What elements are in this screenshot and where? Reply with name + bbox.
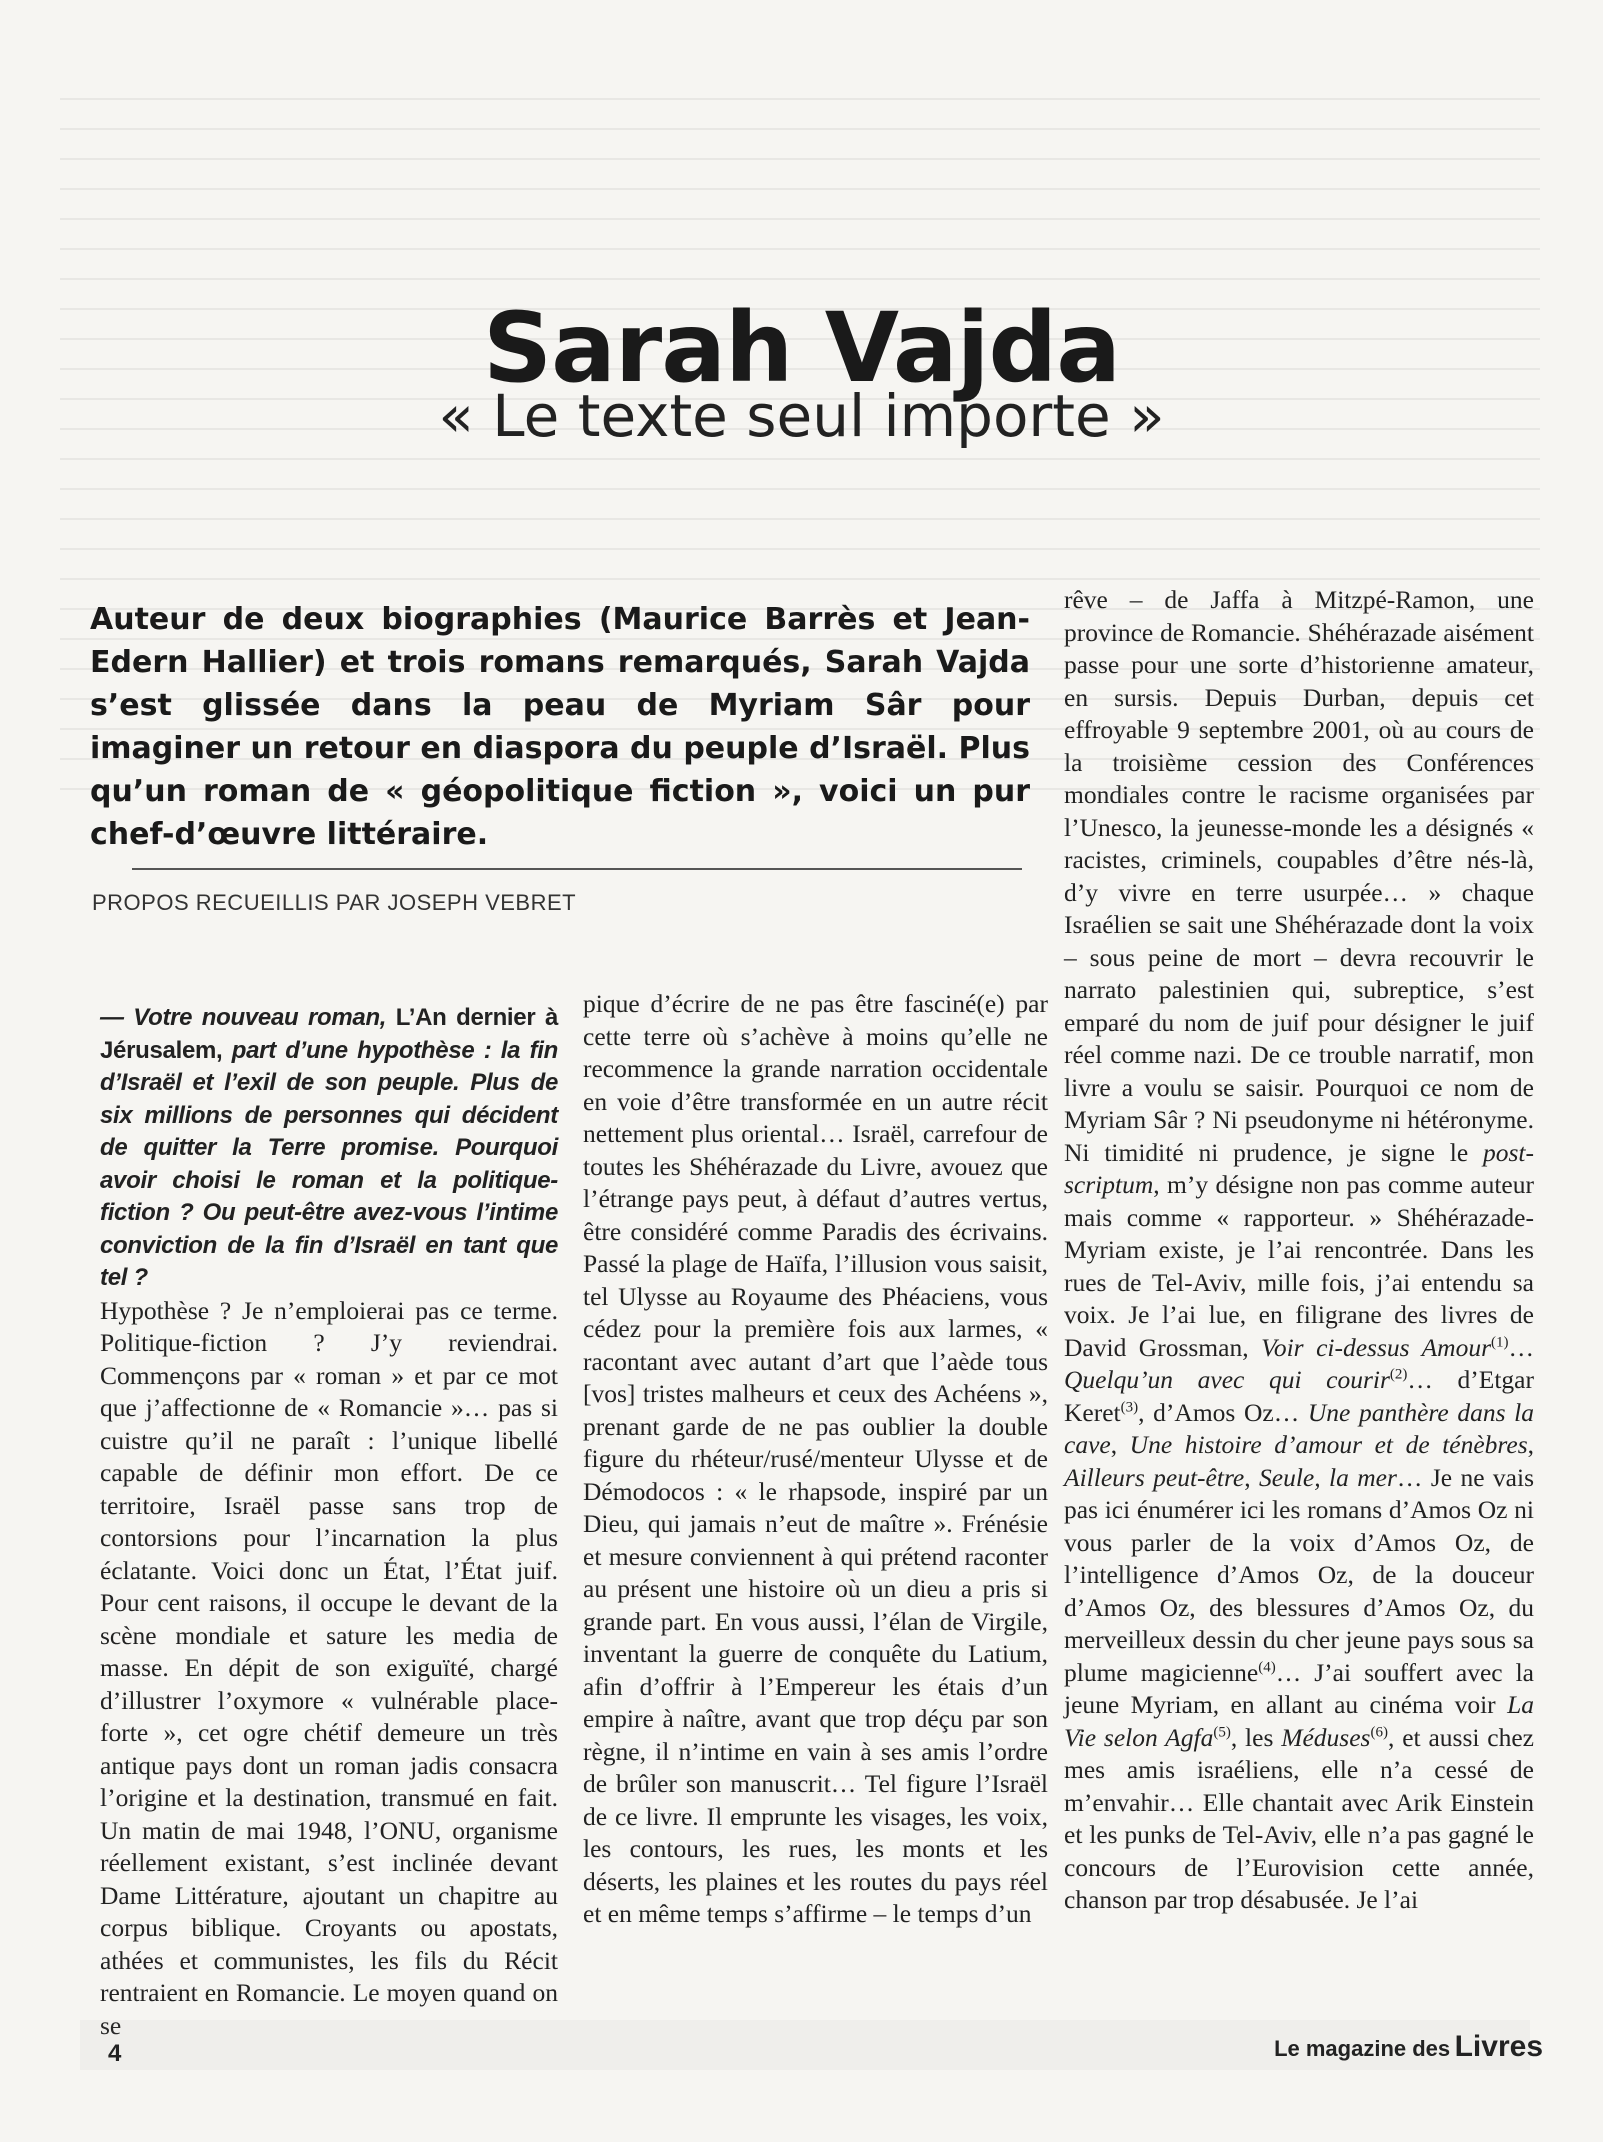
footnote-ref: (3): [1120, 1399, 1139, 1415]
column-2: [583, 988, 1048, 1931]
book-title: Quelqu’un avec qui courir: [1064, 1365, 1390, 1394]
book-title: Seule, la mer: [1259, 1462, 1397, 1492]
question-part-1: — Votre nouveau roman,: [100, 1004, 396, 1031]
text-run: ,: [1527, 1430, 1535, 1459]
answer-text-col1: Hypothèse ? Je n’emploierai pas ce terme. Politique-fiction ? J’y reviendrai. Commençons par « roman » et par ce mot que j’affectionne de « Romancie »… pas si cuistre qu’il ne paraît : l’unique libellé capable de définir mon effort. De ce territoire, Israël passe sans trop de contorsions pour l’incarnation la plus éclatante. Voici donc un État, l’État juif. Pour cent raisons, il occupe le devant de la scène mondiale et sature les media de masse. En dépit de son exiguïté, chargé d’illustrer l’oxymore « vulnérable place-forte », cet ogre chétif demeure un très antique pays dont un roman jadis consacra l’origine et la destination, transmué en fait. Un matin de mai 1948, l’ONU, organisme réellement existant, s’est inclinée devant Dame Littérature, ajoutant un chapitre au corpus biblique. Croyants ou apostats, athées et communistes, les fils du Récit rentraient en Romancie. Le moyen quand on se: [100, 1295, 558, 2040]
footnote-ref: (4): [1258, 1659, 1276, 1675]
column-3: [1064, 584, 1534, 1917]
text-run: ,: [1110, 1430, 1130, 1459]
question-part-2: part d’une hypothèse : la fin d’Israël et l’exil de son peuple. Plus de six millions de personnes qui décident de quitter la Terre promise. Pourquoi avoir choisi le roman et la politique-fiction ? Ou peut-être avez-vous l’intime conviction de la fin d’Israël en tant que tel ?: [100, 1036, 558, 1291]
column-1: [100, 1002, 558, 2042]
article-subtitle: « Le texte seul importe »: [438, 382, 1165, 450]
magazine-footer-title: [1274, 2030, 1543, 2064]
interview-question: [100, 1002, 558, 1295]
text-run: , d’Amos Oz…: [1138, 1397, 1308, 1427]
text-run: , les: [1230, 1722, 1282, 1752]
article-lead: Auteur de deux biographies (Maurice Barrès et Jean-Edern Hallier) et trois romans remarqués, Sarah Vajda s’est glissée dans la peau de Myriam Sâr pour imaginer un retour en diaspora du peuple d’Israël. Plus qu’un roman de « géopolitique fiction », voici un pur chef-d’œuvre littéraire.: [90, 602, 1030, 852]
book-title: Ailleurs peut-être: [1064, 1462, 1245, 1492]
page-number: 4: [108, 2040, 122, 2067]
text-run: … d’Etgar Keret: [1064, 1365, 1534, 1427]
text-run: …: [1508, 1332, 1534, 1362]
article-title: Sarah Vajda: [482, 292, 1121, 405]
byline: PROPOS RECUEILLIS PAR JOSEPH VEBRET: [92, 890, 577, 915]
divider-rule: [132, 868, 1022, 870]
text-run: rêve – de Jaffa à Mitzpé-Ramon, une province de Romancie. Shéhérazade aisément passe pour une sorte d’historienne amateur, en sursis. Depuis Durban, depuis cet effroyable 9 septembre 2001, où au cours de la troisième cession des Conférences mondiales contre le racisme organisées par l’Unesco, la jeunesse-monde les a désignés « racistes, criminels, coupables d’être nés-là, d’y vivre en terre usurpée… » chaque Israélien se sait une Shéhérazade dont la voix – sous peine de mort – devra recouvrir le narrato palestinien qui, subreptice, s’est emparé du nom de juif pour désigner le juif réel comme nazi. De ce trouble narratif, mon livre a voulu se saisir. Pourquoi ce nom de Myriam Sâr ? Ni pseudonyme ni hétéronyme. Ni timidité ni prudence, je signe le: [1064, 585, 1534, 1167]
answer-text-col2: pique d’écrire de ne pas être fasciné(e) par cette terre où s’achève à moins qu’elle ne recommence la grande narration occidentale en voie d’être transformée en un autre récit nettement plus oriental… Israël, carrefour de toutes les Shéhérazade du Livre, avouez que l’étrange pays peut, à défaut d’autres vertus, être considéré comme Paradis des écrivains. Passé la plage de Haïfa, l’illusion vous saisit, tel Ulysse au Royaume des Phéaciens, vous cédez pour la première fois aux larmes, « racontant avec autant d’art que l’aède tous [vos] tristes malheurs et ceux des Achéens », prenant garde de ne pas oublier la double figure du rhéteur/rusé/menteur Ulysse et de Démodocos : « le rhapsode, inspiré par un Dieu, qui jamais n’eut de maître ». Frénésie et mesure conviennent à qui prétend raconter au présent une histoire où un dieu a pris si grande part. En vous aussi, l’élan de Virgile, inventant la guerre de conquête du Latium, afin d’offrir à l’Empereur les étais d’un empire à naître, avant que trop déçu par son règne, il n’intime en vain à ses amis l’ordre de brûler son manuscrit… Tel figure l’Israël de ce livre. Il emprunte les visages, les voix, les contours, les rues, les monts et les déserts, les plaines et les routes du pays réel et en même temps s’affirme – le temps d’un: [583, 989, 1048, 1928]
footnote-ref: (1): [1491, 1334, 1509, 1350]
text-run: , m’y désigne non pas comme auteur mais comme « rapporteur. » Shéhérazade-Myriam existe, je l’ai rencontrée. Dans les rues de Tel-Aviv, mille fois, j’ai entendu sa voix. Je l’ai lue, en filigrane des livres de David Grossman,: [1064, 1170, 1534, 1362]
footnote-ref: (5): [1213, 1724, 1231, 1740]
book-title: Une panthère dans la cave: [1064, 1397, 1534, 1459]
film-title: Méduses: [1281, 1722, 1371, 1752]
text-run: … J’ai souffert avec la jeune Myriam, en allant au cinéma voir: [1064, 1657, 1534, 1719]
text-run: ,: [1244, 1462, 1260, 1492]
answer-text-col3: [1064, 584, 1534, 1917]
text-run: , et aussi chez mes amis israéliens, elle n’a cessé de m’envahir… Elle chantait avec Arik Einstein et les punks de Tel-Aviv, elle n’a pas gagné le concours de l’Eurovision cette année, chanson par trop désabusée. Je l’ai: [1064, 1722, 1535, 1914]
text-run: … Je ne vais pas ici énumérer ici les romans d’Amos Oz ni vous parler de la voix d’Amos Oz, de l’intelligence d’Amos Oz, de la douceur d’Amos Oz, des blessures d’Amos Oz, du merveilleux dessin du cher jeune pays sous sa plume magicienne: [1064, 1462, 1535, 1687]
book-title: Une histoire d’amour et de ténèbres: [1129, 1430, 1528, 1459]
novel-title: L’An dernier à Jérusalem,: [100, 1004, 558, 1064]
film-title: La Vie selon Agfa: [1064, 1690, 1534, 1752]
italic-run: post-scriptum: [1064, 1137, 1534, 1199]
footnote-ref: (2): [1389, 1366, 1408, 1383]
magazine-name-small: Le magazine des: [1274, 2036, 1451, 2061]
magazine-name-big: Livres: [1454, 2030, 1543, 2063]
footnote-ref: (6): [1370, 1724, 1388, 1740]
book-title: Voir ci-dessus Amour: [1261, 1332, 1491, 1362]
